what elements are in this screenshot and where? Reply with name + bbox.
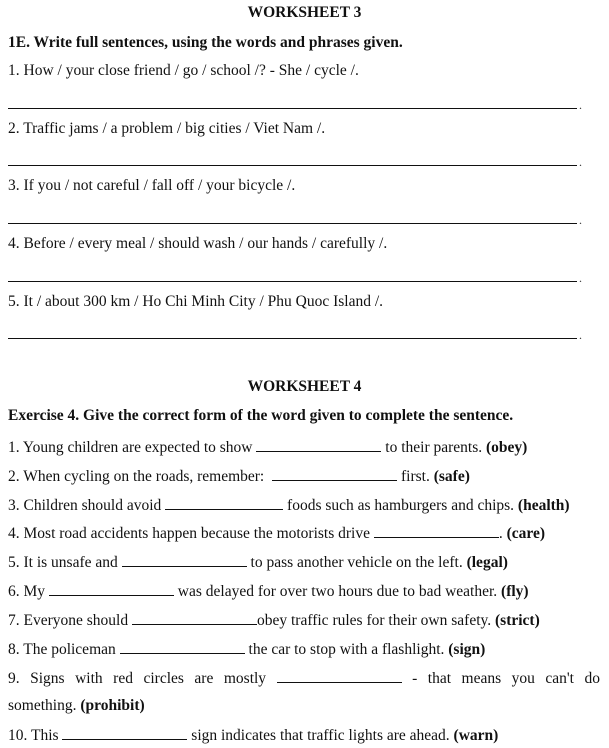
ws3-question-5: 5. It / about 300 km / Ho Chi Minh City / Phu Quoc Island /.	[8, 293, 384, 310]
ws3-question-1: 1. How / your close friend / go / school /? - She / cycle /.	[8, 62, 359, 79]
ws4-question-4	[8, 523, 545, 543]
ws4-question-7	[8, 610, 540, 630]
ws3-question-3: 3. If you / not careful / fall off / your bicycle /.	[8, 177, 296, 194]
ws4-question-6	[8, 581, 529, 601]
ws3-answer-line-4[interactable]	[8, 281, 577, 282]
ws4-q6-blank[interactable]	[49, 581, 174, 596]
ws4-q10-word: (warn)	[453, 727, 499, 744]
ws4-question-1	[8, 437, 527, 457]
ws3-answer-line-2[interactable]	[8, 165, 577, 166]
ws4-q2-blank[interactable]	[272, 466, 397, 481]
ws4-q4-before: 4. Most road accidents happen because the motorists drive	[8, 525, 370, 542]
ws4-q2-before: 2. When cycling on the roads, remember:	[8, 468, 265, 485]
ws4-question-5	[8, 552, 508, 572]
ws4-q8-after: the car to stop with a flashlight.	[248, 641, 445, 658]
worksheet-4-instructions: Exercise 4. Give the correct form of the word given to complete the sentence.	[8, 407, 514, 424]
ws4-q6-before: 6. My	[8, 583, 46, 600]
ws4-q7-blank[interactable]	[132, 610, 257, 625]
ws4-q2-after: first.	[401, 468, 430, 485]
ws4-q5-blank[interactable]	[122, 552, 247, 567]
ws3-answer-line-5[interactable]	[8, 338, 577, 339]
ws4-q3-word: (health)	[517, 497, 570, 514]
ws4-q4-word: (care)	[506, 525, 546, 542]
ws4-q9-after: - that means you can't do	[412, 670, 601, 687]
worksheet-3-title: WORKSHEET 3	[247, 4, 362, 21]
ws4-question-9-cont	[8, 697, 145, 715]
ws4-q2-word: (safe)	[433, 468, 470, 485]
ws4-q10-after: sign indicates that traffic lights are ahead.	[191, 727, 450, 744]
ws4-q5-before: 5. It is unsafe and	[8, 554, 118, 571]
ws4-q10-blank[interactable]	[62, 725, 187, 740]
ws4-q3-before: 3. Children should avoid	[8, 497, 162, 514]
ws4-question-9	[8, 668, 600, 688]
ws4-q1-word: (obey)	[486, 439, 528, 456]
ws4-q5-after: to pass another vehicle on the left.	[250, 554, 463, 571]
worksheet-3-instructions: 1E. Write full sentences, using the words and phrases given.	[8, 34, 403, 51]
ws4-q8-word: (sign)	[448, 641, 486, 658]
ws3-question-4: 4. Before / every meal / should wash / our hands / carefully /.	[8, 235, 388, 252]
ws4-q1-blank[interactable]	[256, 437, 381, 452]
ws4-q5-word: (legal)	[466, 554, 508, 571]
ws4-q9-word: (prohibit)	[80, 697, 145, 714]
ws3-answer-end-1: .	[579, 98, 582, 112]
ws4-q1-after: to their parents.	[385, 439, 483, 456]
ws4-q10-before: 10. This	[8, 727, 59, 744]
ws4-q4-after: .	[498, 525, 503, 542]
ws4-q8-before: 8. The policeman	[8, 641, 116, 658]
ws4-question-2	[8, 466, 470, 486]
ws4-q1-before: 1. Young children are expected to show	[8, 439, 253, 456]
ws4-q9-blank[interactable]	[277, 668, 402, 683]
worksheet-4-title: WORKSHEET 4	[247, 378, 362, 395]
ws4-q3-after: foods such as hamburgers and chips.	[287, 497, 515, 514]
ws4-q7-word: (strict)	[495, 612, 540, 629]
ws3-answer-end-5: .	[579, 328, 582, 342]
ws4-q9-before: 9. Signs with red circles are mostly	[8, 670, 267, 687]
ws3-answer-end-4: .	[579, 271, 582, 285]
ws4-question-10	[8, 725, 498, 745]
ws4-q4-blank[interactable]	[374, 523, 499, 538]
ws4-q9-after2: something.	[8, 697, 77, 714]
ws4-question-3	[8, 495, 570, 515]
ws4-question-8	[8, 639, 485, 659]
ws4-q6-after: was delayed for over two hours due to bad weather.	[177, 583, 498, 600]
ws3-answer-line-3[interactable]	[8, 223, 577, 224]
ws3-answer-end-2: .	[579, 155, 582, 169]
ws3-question-2: 2. Traffic jams / a problem / big cities / Viet Nam /.	[8, 120, 326, 137]
ws4-q6-word: (fly)	[501, 583, 529, 600]
ws4-q8-blank[interactable]	[120, 639, 245, 654]
ws3-answer-line-1[interactable]	[8, 108, 577, 109]
ws3-answer-end-3: .	[579, 213, 582, 227]
ws4-q7-after: obey traffic rules for their own safety.	[256, 612, 492, 629]
ws4-q7-before: 7. Everyone should	[8, 612, 129, 629]
ws4-q3-blank[interactable]	[165, 495, 283, 510]
